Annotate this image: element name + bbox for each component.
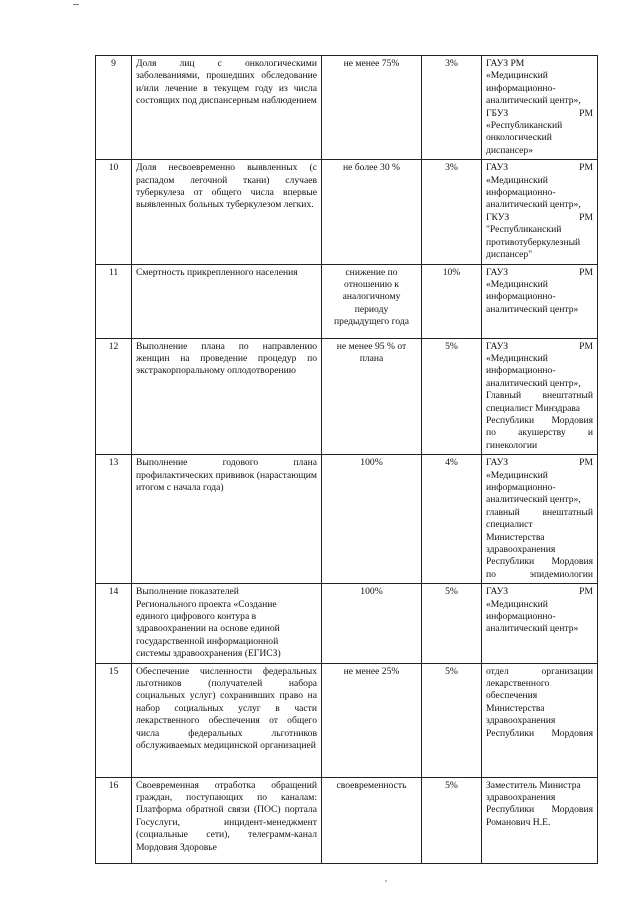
responsible-line: ГАУЗ РМ [486,586,593,598]
row-number: 9 [96,56,132,160]
responsible-line: «Медицинский [486,598,548,610]
responsible-line: «Медицинский [486,352,548,364]
table-row [96,455,598,584]
indicator-name: Доля лиц с онкологическими заболеваниями, прошедших обследование и/или лечение в текущем году из числа состоящих под диспансерным наблюдением [132,56,322,160]
target-value: 100% [322,584,422,663]
responsible-line: гинекологии [486,439,538,451]
responsible-line: ГБУЗ РМ [486,107,593,119]
responsible-line: Главный внештатный [486,390,593,402]
responsible-party [482,56,598,160]
indicator-name: Выполнение годового плана профилактических прививок (нарастающим итогом с начала года) [132,455,322,584]
responsible-line: ГКУЗ РМ [486,211,593,223]
weight-value: 5% [422,663,482,777]
responsible-line: по акушерству и [486,427,593,439]
responsible-party [482,160,598,264]
responsible-line: главный внештатный [486,506,593,518]
responsible-line: информационно- [486,187,556,199]
table-row [96,56,598,160]
responsible-party [482,663,598,777]
responsible-line: Республики Мордовия [486,414,593,426]
target-value: 100% [322,455,422,584]
indicator-name: Своевременная отработка обращений граждан, поступающих по каналам: Платформа обратной связи (ПОС) портала Госуслуги, инцидент-менеджмент (социальные сети), телеграмм-канал Мордовия Здоровье [132,777,322,863]
row-number: 16 [96,777,132,863]
responsible-line: здравоохранения [486,715,556,727]
responsible-line: «Медицинский [486,70,548,82]
target-value: снижение по отношению к аналогичному периоду предыдущего года [322,264,422,338]
responsible-line: Республики Мордовия [486,804,593,816]
responsible-line: аналитический центр», [486,95,581,107]
responsible-line: информационно- [486,82,556,94]
table-row [96,584,598,663]
responsible-line: аналитический центр» [486,623,579,635]
responsible-party [482,264,598,338]
indicator-name: Смертность прикрепленного населения [132,264,322,338]
table-row [96,663,598,777]
weight-value: 10% [422,264,482,338]
scan-mark [73,4,79,5]
responsible-line: здравоохранения [486,792,556,804]
responsible-line: «Медицинский [486,278,548,290]
weight-value: 3% [422,160,482,264]
responsible-line: Заместитель Министра [486,779,581,791]
indicator-name: Выполнение плана по направлению женщин на проведение процедур по экстракорпоральному оплодотворению [132,338,322,455]
responsible-line: онкологический [486,132,552,144]
responsible-line: специалист Минздрава [486,402,581,414]
responsible-line: ГАУЗ РМ [486,457,593,469]
responsible-line: аналитический центр» [486,303,579,315]
responsible-line: отдел организации [486,665,593,677]
indicator-name: Доля несвоевременно выявленных (с распадом легочной ткани) случаев туберкулеза от общего числа впервые выявленных больных туберкулезом легких. [132,160,322,264]
responsible-line: Министерства [486,702,545,714]
responsible-party [482,584,598,663]
table-row [96,264,598,338]
responsible-line: ГАУЗ РМ [486,340,593,352]
responsible-line: «Медицинский [486,469,548,481]
responsible-line: аналитический центр», [486,199,581,211]
indicator-line: Выполнение показателей [136,586,239,598]
responsible-line: информационно- [486,291,556,303]
responsible-line: Романович Н.Е. [486,816,551,828]
target-value: не менее 25% [322,663,422,777]
target-value: не менее 75% [322,56,422,160]
table-row [96,338,598,455]
responsible-line: противотуберкулезный [486,236,581,248]
responsible-line: информационно- [486,611,556,623]
row-number: 12 [96,338,132,455]
indicator-line: Регионального проекта «Создание [136,598,277,610]
row-number: 11 [96,264,132,338]
target-value: не более 30 % [322,160,422,264]
responsible-party [482,338,598,455]
responsible-line: обеспечения [486,690,538,702]
responsible-line: диспансер" [486,249,533,261]
indicator-name: Обеспечение численности федеральных льготников (получателей набора социальных услуг) сохранивших право на набор социальных услуг в части лекарственного обеспечения от общего числа федеральных льготников обслуживаемых медицинской организацией [132,663,322,777]
weight-value: 4% [422,455,482,584]
responsible-line: аналитический центр», [486,377,581,389]
responsible-line: Республики Мордовия [486,727,593,739]
responsible-line: «Республиканский [486,120,563,132]
weight-value: 5% [422,777,482,863]
responsible-party [482,777,598,863]
responsible-line: ГАУЗ РМ [486,162,593,174]
indicators-table [95,55,598,864]
indicator-name [132,584,322,663]
row-number: 14 [96,584,132,663]
indicator-line: здравоохранении на основе единой [136,623,280,635]
table-row [96,777,598,863]
responsible-line: по эпидемиологии [486,568,593,580]
indicator-line: единого цифрового контура в [136,611,257,623]
responsible-line: аналитический центр», [486,494,581,506]
responsible-line: здравоохранения [486,544,556,555]
responsible-line: специалист [486,519,533,531]
row-number: 13 [96,455,132,584]
responsible-line: Республики Мордовия [486,556,593,568]
responsible-line: диспансер» [486,144,534,156]
responsible-line: информационно- [486,481,556,493]
responsible-line: лекарственного [486,678,550,690]
responsible-line: Министерства [486,531,545,543]
row-number: 10 [96,160,132,264]
scan-speck [385,880,387,882]
weight-value: 3% [422,56,482,160]
responsible-line: ГАУЗ РМ [486,58,525,69]
responsible-line: информационно- [486,365,556,377]
indicator-line: государственной информационной [136,635,279,647]
responsible-line: ГАУЗ РМ [486,266,593,278]
target-value: не менее 95 % от плана [322,338,422,455]
indicator-line: системы здравоохранения (ЕГИСЗ) [136,648,281,660]
weight-value: 5% [422,338,482,455]
weight-value: 5% [422,584,482,663]
row-number: 15 [96,663,132,777]
responsible-line: «Медицинский [486,174,548,186]
table-row [96,160,598,264]
responsible-line: "Республиканский [486,224,562,236]
target-value: своевременность [322,777,422,863]
responsible-party [482,455,598,584]
